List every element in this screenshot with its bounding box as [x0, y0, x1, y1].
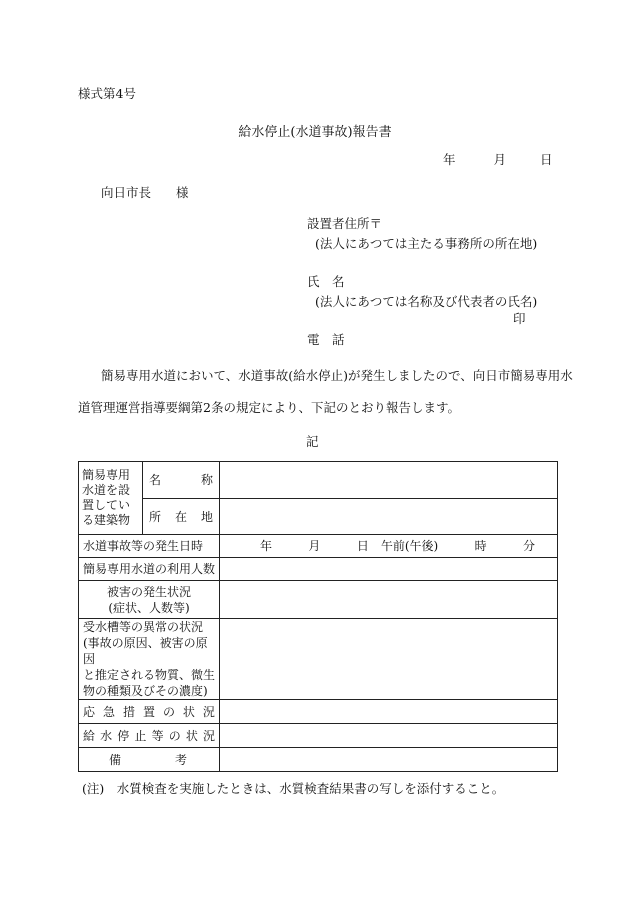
table-row: [79, 724, 558, 748]
name-note: (法人にあつては名称及び代表者の氏名): [315, 294, 538, 309]
users-count-field[interactable]: [220, 558, 558, 581]
label-char: の: [168, 728, 181, 743]
building-line-2: 水道を設: [82, 483, 131, 497]
emergency-measures-label: [79, 700, 220, 724]
users-count-label: 簡易専用水道の利用人数: [79, 558, 220, 581]
incident-datetime-label: 水道事故等の発生日時: [79, 535, 220, 558]
addressee: 向日市長 様: [101, 185, 189, 200]
label-char: 止: [134, 728, 147, 743]
datetime-part: 年: [260, 539, 273, 553]
damage-line-2: (症状、人数等): [108, 600, 190, 615]
table-row: [79, 499, 558, 535]
datetime-part: 分: [522, 539, 535, 553]
datetime-part: 月: [308, 539, 321, 553]
label-char: 備: [109, 752, 122, 767]
tank-line-1: 受水槽等の異常の状況: [83, 620, 204, 634]
supply-stop-label: [79, 724, 220, 748]
address-note: (法人にあつては主たる事務所の所在地): [315, 236, 538, 251]
label-char: の: [162, 704, 175, 719]
remarks-field[interactable]: [220, 748, 558, 772]
damage-line-1: 被害の発生状況: [106, 584, 191, 599]
body-text-line-1: 簡易専用水道において、水道事故(給水停止)が発生しましたので、向日市簡易専用水: [101, 368, 573, 383]
label-char: 等: [151, 728, 164, 743]
building-line-4: る建築物: [82, 513, 131, 527]
supply-stop-field[interactable]: [220, 724, 558, 748]
table-row: [79, 619, 558, 700]
label-char: 急: [102, 704, 115, 719]
label-char: 地: [200, 509, 213, 524]
table-row: [79, 748, 558, 772]
datetime-part: 日 午前(午後): [356, 539, 439, 553]
seal-mark: 印: [513, 311, 526, 326]
report-table: [78, 461, 558, 772]
label-char: 状: [182, 704, 195, 719]
emergency-measures-field[interactable]: [220, 700, 558, 724]
date-line: [443, 150, 552, 168]
label-char: 措: [122, 704, 135, 719]
label-char: 名: [149, 473, 162, 487]
datetime-part: 時: [474, 539, 487, 553]
document-title: 給水停止(水道事故)報告書: [238, 125, 392, 140]
building-line-3: 置してい: [82, 498, 131, 512]
name-cell-label: [143, 462, 220, 499]
name-label: 氏 名: [307, 274, 345, 289]
date-month: 月: [493, 152, 506, 167]
label-char: 称: [200, 473, 213, 487]
damage-status-field[interactable]: [220, 581, 558, 619]
tank-anomaly-field[interactable]: [220, 619, 558, 700]
table-row: [79, 558, 558, 581]
location-cell-label: [143, 499, 220, 535]
tank-line-3: と推定される物質、微生: [83, 668, 216, 682]
date-year: 年: [443, 152, 456, 167]
remarks-label: [79, 748, 220, 772]
tank-line-4: 物の種類及びその濃度): [83, 684, 208, 698]
form-number: 様式第4号: [78, 86, 136, 101]
building-name-field[interactable]: [220, 462, 558, 499]
label-char: 水: [100, 728, 113, 743]
table-row: [79, 700, 558, 724]
label-char: 況: [202, 704, 215, 719]
label-char: 停: [117, 728, 130, 743]
label-char: 置: [142, 704, 155, 719]
label-char: 考: [174, 752, 187, 767]
incident-datetime-field[interactable]: [220, 535, 558, 558]
label-char: 給: [83, 728, 96, 743]
damage-status-label: [79, 581, 220, 619]
body-text-line-2: 道管理運営指導要綱第2条の規定により、下記のとおり報告します。: [78, 400, 460, 415]
label-char: 在: [174, 509, 187, 524]
footnote: (注) 水質検査を実施したときは、水質検査結果書の写しを添付すること。: [82, 781, 505, 796]
address-label: 設置者住所〒: [307, 216, 383, 231]
label-char: 況: [202, 728, 215, 743]
ki-heading: 記: [306, 434, 319, 449]
building-location-field[interactable]: [220, 499, 558, 535]
date-day: 日: [539, 152, 553, 167]
label-char: 状: [185, 728, 198, 743]
phone-label: 電 話: [307, 332, 345, 347]
tank-anomaly-label: [79, 619, 220, 700]
building-line-1: 簡易専用: [82, 468, 131, 482]
table-row: [79, 462, 558, 499]
tank-line-2: (事故の原因、被害の原因: [83, 636, 208, 666]
table-row: [79, 581, 558, 619]
label-char: 所: [149, 509, 162, 524]
building-group-label: [79, 462, 143, 535]
table-row: [79, 535, 558, 558]
label-char: 応: [83, 704, 96, 719]
